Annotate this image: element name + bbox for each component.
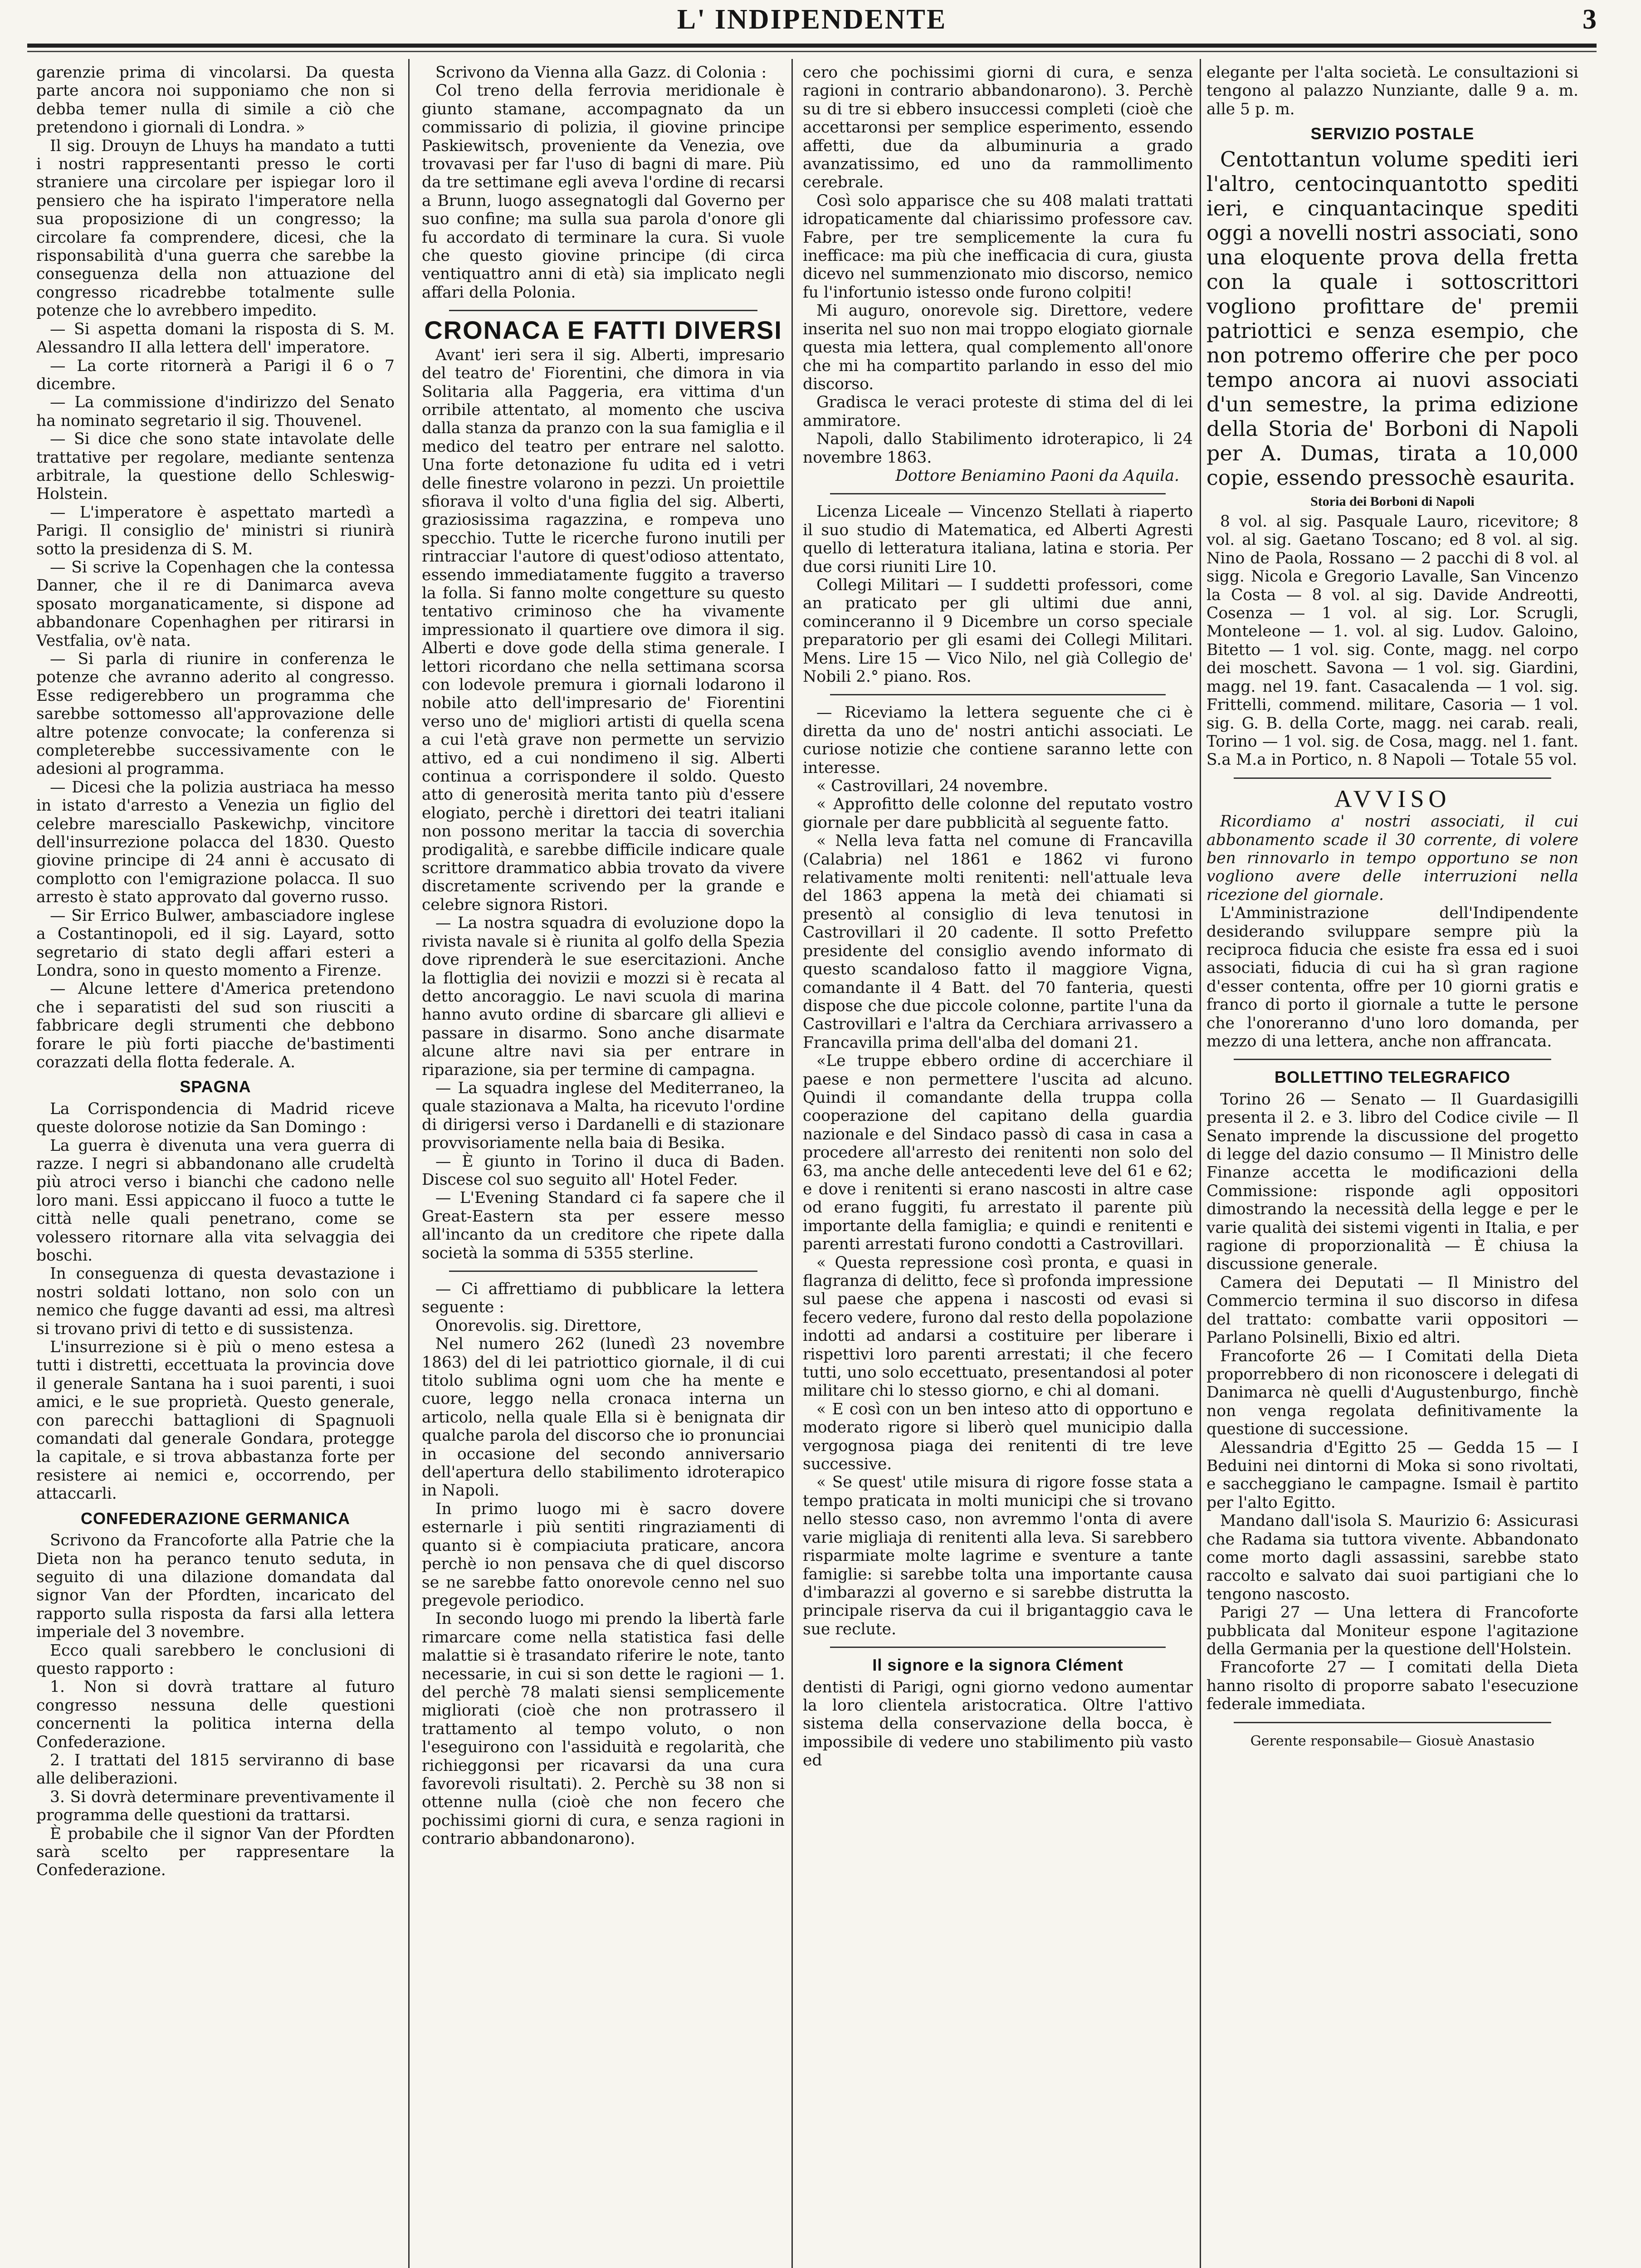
gerente-line: Gerente responsabile— Giosuè Anastasio <box>1250 1733 1535 1749</box>
ad-heading-clement: Il signore e la signora Clément <box>872 1656 1123 1675</box>
paragraph: Scrivono da Vienna alla Gazz. di Colonia : <box>435 64 767 82</box>
divider <box>1234 1059 1551 1060</box>
paragraph: Onorevolis. sig. Direttore, <box>435 1316 642 1335</box>
paragraph: — L'imperatore è aspettato martedì a Parigi. Il consiglio de' ministri si riunirà sotto la presidenza di S. M. <box>36 503 395 558</box>
paragraph: Gradisca le veraci proteste di stima del di lei ammiratore. <box>803 393 1193 430</box>
paragraph: Alessandria d'Egitto 25 — Gedda 15 — I Beduini nei dintorni di Moka si sono rivoltati, e saccheggiano le campagne. Ismail è partito per l'alto Egitto. <box>1206 1438 1578 1512</box>
paragraph: « Nella leva fatta nel comune di Francavilla (Calabria) nel 1861 e 1862 vi furono relativamente molti renitenti: nell'attuale leva del 1863 appena la metà dei chiamati si presentò al consiglio di leva tenutosi in Castrovillari il 20 cadente. Il sotto Prefetto presidente del consiglio avendo informato di questo scandaloso fatto il maggiore Vigna, comandante il 4 Batt. del 70 fanteria, questi dispose che due piccole colonne, partite l'una da Castrovillari e l'altra da Cerchiara arrivassero a Francavilla prima dell'alba del domani 21. <box>803 832 1193 1052</box>
divider <box>449 1271 757 1272</box>
paragraph: « Approfitto delle colonne del reputato vostro giornale per dare pubblicità al seguente fatto. <box>803 795 1193 832</box>
signature <box>803 467 1193 485</box>
paragraph: — La corte ritornerà a Parigi il 6 o 7 dicembre. <box>36 357 395 393</box>
newspaper-title: L' INDIPENDENTE <box>677 4 947 35</box>
paragraph: Licenza Liceale — Vincenzo Stellati à riaperto il suo studio di Matematica, ed Alberti Agresti quello di letteratura italiana, latina e storia. Per due corsi riuniti Lire 10. <box>803 503 1193 576</box>
paragraph: L'insurrezione si è più o meno estesa a tutti i distretti, eccettuata la provincia dove il generale Santana ha i suoi parenti, i suoi amici, e le sue proprietà. Questo generale, con parecchi battaglioni di Spagnuoli comandati dal generale Gondara, protegge la capitale, e si trova abbastanza forte per resistere ai nemici e, occorrendo, per attaccarli. <box>36 1338 395 1503</box>
paragraph: — Si aspetta domani la risposta di S. M. Alessandro II alla lettera dell' imperatore. <box>36 320 395 357</box>
masthead <box>27 0 1597 50</box>
paragraph: In secondo luogo mi prendo la libertà farle rimarcare come nella statistica fasi delle malattie si è trasandato riferire le note, tanto necessarie, in cui si son dette le ragioni — 1. del perchè 78 malati siensi semplicemente migliorati (cioè che non protrassero il trattamento al tempo voluto, o non l'eseguirono con l'assiduità e regolarità, che richieggonsi per ricavarsi da una cura favorevoli risultati). 2. Perchè su 38 non si ottenne nulla (cioè che non fecero che pochissimi giorni di cura, e senza ragioni in contrario abbandonarono). <box>422 1610 785 1848</box>
section-heading-avviso: AVVISO <box>1334 785 1451 812</box>
paragraph: — Ci affrettiamo di pubblicare la lettera seguente : <box>422 1280 785 1317</box>
section-heading-cronaca: CRONACA E FATTI DIVERSI <box>424 316 782 345</box>
divider <box>1234 777 1551 779</box>
paragraph: Mi auguro, onorevole sig. Direttore, vedere inserita nel suo non mai troppo elogiato giornale questa mia lettera, qual complemento all'onore che mi ha compartito parlando in esso del mio discorso. <box>803 302 1193 393</box>
paragraph: — Dicesi che la polizia austriaca ha messo in istato d'arresto a Venezia un figlio del celebre maresciallo Paskewichp, vincitore dell'insurrezione polacca del 1830. Questo giovine principe di 24 anni è accusato di complotto con l'emigrazione polacca. Il suo arresto è stato approvato dal governo russo. <box>36 778 395 907</box>
column-4 <box>1206 64 1578 2268</box>
paragraph: Così solo appariscе che su 408 malati trattati idropaticamente dal chiarissimo professore cav. Fabre, per tre semplicemente la cura fu inefficace: ma più che inefficacia di cura, giusta dicevo nel summenzionato mio discorso, nemico fu l'infortunio istesso onde furono colpiti! <box>803 191 1193 302</box>
paragraph: garenzie prima di vincolarsi. Da questa parte ancora noi supponiamo che non si debba temer nulla di simile a ciò che pretendono i giornali di Londra. » <box>36 64 395 137</box>
column-1 <box>36 64 395 2268</box>
column-3 <box>803 64 1193 2268</box>
paragraph: elegante per l'alta società. Le consultazioni si tengono al palazzo Nunziante, dalle 9 a. m. alle 5 p. m. <box>1206 64 1578 118</box>
page-number: 3 <box>1582 4 1597 35</box>
section-heading-bollettino: BOLLETTINO TELEGRAFICO <box>1275 1068 1510 1087</box>
section-heading-spagna: SPAGNA <box>180 1077 251 1096</box>
paragraph: — L'Evening Standard ci fa sapere che il Great-Eastern sta per essere messo all'incanto da un creditore che ripete dalla società la somma di 5355 sterline. <box>422 1189 785 1262</box>
paragraph: — Sir Errico Bulwer, ambasciadore inglese a Costantinopoli, ed il sig. Layard, sotto segretario di stato degli affari esteri a Londra, sono in questo momento a Firenze. <box>36 906 395 980</box>
paragraph: — È giunto in Torino il duca di Baden. Discese col suo seguito all' Hotel Feder. <box>422 1152 785 1189</box>
column-divider <box>791 59 793 2268</box>
masthead-rule <box>27 44 1597 48</box>
notice-text: Ricordiamo a' nostri associati, il cui abbonamento scade il 30 corrente, di volere ben rinnovarlo in tempo opportuno se non vogliono avere delle interruzioni nella ricezione del giornale. <box>1206 812 1578 904</box>
paragraph: « Se quest' utile misura di rigore fosse stata a tempo praticata in molti municipi che si trovano nello stesso caso, non avremmo l'onta di avere varie migliaja di renitenti alla leva. Si sarebbero risparmiate molte lagrime e sventure a tante famiglie: si sarebbe tolta una importante causa d'imbarazzi al governo e si sarebbe distrutta la principale riserva da cui il brigantaggio cava le sue reclute. <box>803 1473 1193 1638</box>
paragraph: Napoli, dallo Stabilimento idroterapico, li 24 novembre 1863. <box>803 430 1193 467</box>
paragraph: — Si scrive la Copenhagen che la contessa Danner, che il re di Danimarca aveva sposato morganaticamente, si dispone ad abbandonare Copenhaghen per ritirarsi in Vestfalia, ov'è nata. <box>36 558 395 650</box>
paragraph: La guerra è divenuta una vera guerra di razze. I negri si abbandonano alle crudeltà più atroci verso i bianchi che cadono nelle loro mani. Essi appiccano il fuoco a tutte le città nelle quali penetrano, come se volessero ritornare alla vita selvaggia dei boschi. <box>36 1136 395 1265</box>
paragraph: Parigi 27 — Una lettera di Francoforte pubblicata dal Moniteur espone l'agitazione della Germania per la questione dell'Holstein. <box>1206 1603 1578 1658</box>
paragraph: L'Amministrazione dell'Indipendente desiderando sviluppare sempre più la reciproca fiducia che esiste fra essa ed i suoi associati, fiducia di cui ha sì gran ragione d'esser contenta, offre per 10 giorni gratis e franco di porto il giornale a tutte le persone che l'onoreranno d'uno loro domanda, per mezzo di una lettera, anche non affrancata. <box>1206 904 1578 1051</box>
paragraph: dentisti di Parigi, ogni giorno vedono aumentar la loro clientela aristocratica. Oltre l'attivo sistema della conservazione della bocca, è impossibile di vedere uno stabilimento più vasto ed <box>803 1678 1193 1770</box>
paragraph: — Alcune lettere d'America pretendono che i separatisti del sud son riusciti a fabbricare degli strumenti che debbono forare le più forti piacche de'bastimenti corazzati della flotta federale. A. <box>36 980 395 1071</box>
paragraph: È probabile che il signor Van der Pfordten sarà scelto per rappresentare la Confederazione. <box>36 1824 395 1880</box>
paragraph: — La squadra inglese del Mediterraneo, la quale stazionava a Malta, ha ricevuto l'ordine di dirigersi verso i Dardanelli e di stazionare provvisoriamente nella baia di Besika. <box>422 1079 785 1153</box>
paragraph: — La commissione d'indirizzo del Senato ha nominato segretario il sig. Thouvenel. <box>36 393 395 430</box>
paragraph: Ecco quali sarebbero le conclusioni di questo rapporto : <box>36 1641 395 1678</box>
paragraph: La Corrispondencia di Madrid riceve queste dolorose notizie da San Domingo : <box>36 1100 395 1137</box>
column-2 <box>422 64 785 2268</box>
column-divider <box>1200 59 1201 2268</box>
masthead-rule-thin <box>27 51 1597 52</box>
paragraph: Il sig. Drouyn de Lhuys ha mandato a tutti i nostri rappresentanti presso le corti straniere una circolare per ispiegar loro il pensiero che ha ispirato l'imperatore nella sua proposizione di un congresso; la circolare fa comprendere, dicesi, che la risponsabilità d'una guerra che sarebbe la conseguenza della non attuazione del congresso ricadrebbe totalmente sulle potenze che lo avrebbero impedito. <box>36 137 395 320</box>
paragraph: 2. I trattati del 1815 serviranno di base alle deliberazioni. <box>36 1751 395 1788</box>
divider <box>830 1647 1166 1648</box>
paragraph: Camera dei Deputati — Il Ministro del Commercio termina il suo discorso in difesa del trattato: combatte varii oppositori — Parlano Polsinelli, Bixio ed altri. <box>1206 1273 1578 1347</box>
paragraph: Francoforte 27 — I comitati della Dieta hanno risolto di proporre sabato l'esecuzione federale immediata. <box>1206 1658 1578 1714</box>
section-heading-servizio-postale: SERVIZIO POSTALE <box>1310 124 1475 143</box>
divider <box>1234 1722 1551 1723</box>
paragraph: Col treno della ferrovia meridionale è giunto stamane, accompagnato da un commissario di polizia, il giovine principe Paskiewitsch, proveniente da Venezia, ove trovavasi per far l'uso di bagni di mare. Più da tre settimane egli aveva l'ordine di recarsi a Brunn, luogo assegnatogli dal Governo per suo confine; ma sulla sua parola d'onore gli fu accordato di terminare la cura. Si vuole che questo giovine principe (di circa ventiquattro anni di età) sia implicato negli affari della Polonia. <box>422 82 785 302</box>
paragraph: — La nostra squadra di evoluzione dopo la rivista navale si è riunita al golfo della Spezia dove riprenderà le sue esercitazioni. Anche la flottiglia dei novizii e mozzi si è recata al detto ancoraggio. Le navi scuola di marina hanno avuto ordine di sbarcare gli allievi e passare in disarmo. Sono anche disarmate alcune altre navi sia per entrare in riparazione, sia per termine di campagna. <box>422 914 785 1079</box>
paragraph: Francoforte 26 — I Comitati della Dieta proporrebbero di non riconoscere i delegati di Danimarca nè quelli d'Augustenburgo, finchè non venga regolata definitivamente la questione di successione. <box>1206 1347 1578 1439</box>
paragraph <box>1206 812 1578 904</box>
paragraph: 1. Non si dovrà trattare al futuro congresso nessuna delle questioni concernenti la politica interna della Confederazione. <box>36 1678 395 1751</box>
divider <box>830 493 1166 494</box>
paragraph: 3. Si dovrà determinare preventivamente il programma delle questioni da trattarsi. <box>36 1788 395 1825</box>
paragraph: Scrivono da Francoforte alla Patrie che la Dieta non ha peranco tenuto seduta, in seguito di una dilazione domandata dal signor Van der Pfordten, incaricato del rapporto sulla risposta da farsi alla lettera imperiale del 3 novembre. <box>36 1531 395 1642</box>
paragraph: — Si parla di riunire in conferenza le potenze che avranno aderito al congresso. Esse redigerebbero un programma che sarebbe sottomesso all'approvazione delle altre potenze convocate; la conferenza si completerebbe successivamente con le adesioni al programma. <box>36 650 395 778</box>
divider <box>449 310 757 311</box>
paragraph: — Si dice che sono state intavolate delle trattative per regolare, mediante sentenza arbitrale, la questione dello Schleswig-Holstein. <box>36 430 395 503</box>
section-subheading-storia: Storia dei Borboni di Napoli <box>1310 494 1475 509</box>
paragraph: « Castrovillari, 24 novembre. <box>816 777 1048 796</box>
paragraph: Avant' ieri sera il sig. Alberti, impresario del teatro de' Fiorentini, che dimora in via Solitaria alla Paggeria, era vittima d'un orribile attentato, al momento che usciva dalla stanza da pranzo con la sua famiglia e il medico del teatro per entrare nel salotto. Una forte detonazione fu udita ed i vetri delle finestre volarono in pezzi. Un proiettile sfiorava il volto d'una figlia del sig. Alberti, graziosissima ragazzina, e rompeva uno specchio. Tutte le ricerche furono inutili per rintracciar l'autore di quest'odioso attentato, essendo immediatamente fuggito a traverso la folla. Si fanno molte congetture su questo tentativo criminoso che ha vivamente impressionato il quartiere ove dimora il sig. Alberti e dove gode della stima generale. I lettori ricordano che nella settimana scorsa con lodevole premura i giornali lodarono il nobile atto dell'impresario de' Fiorentini verso uno de' migliori artisti di quella scena a cui l'età grave non permette un servizio attivo, ed a cui nondimeno il sig. Alberti continua a corrispondere il soldo. Questo atto di generosità merita tanto più d'essere elogiato, perchè i direttori dei teatri italiani non possono meritar la taccia di soverchia prodigalità, e sarebbe difficile indicare quale scrittore drammatico abbia trovato da vivere discretamente scrivendo per la grande e celebre signora Ristori. <box>422 346 785 914</box>
paragraph: Nel numero 262 (lunedì 23 novembre 1863) del di lei patriottico giornale, il di cui titolo sublima ogni uom che ha mente e cuore, leggo nella cronaca interna un articolo, nella quale Ella si è benignata dir qualche parola del discorso che io pronunciai in occasione del secondo anniversario dell'apertura dello stabilimento idroterapico in Napoli. <box>422 1335 785 1500</box>
paragraph: « Questa repressione così pronta, e quasi in flagranza di delitto, fece sì profonda impressione sul paese che appena i nascosti od evasi si fecero vedere, furono dal resto della popolazione indotti ad andarsi a costituire per liberare i rispettivi loro parenti arrestati; il che fecero tutti, uno solo eccettuato, presentandosi al poter militare chi lo stesso giorno, e chi al domani. <box>803 1253 1193 1400</box>
paragraph: Collegi Militari — I suddetti professori, come an praticato per gli ultimi due anni, cominceranno il 9 Dicembre un corso speciale preparatorio per gli esami dei Collegi Militari. Mens. Lire 15 — Vico Nilo, nel già Collegio de' Nobili 2.° piano. Ros. <box>803 576 1193 686</box>
column-divider <box>408 59 410 2268</box>
paragraph: In conseguenza di questa devastazione i nostri soldati lottano, non solo con un nemico che fugge davanti ad essi, ma altresì si trovano privi di tetto e di sussistenza. <box>36 1265 395 1338</box>
paragraph: «Le truppe ebbero ordine di accerchiare il paese e non permettere l'uscita ad alcuno. Quindi il comandante della truppa colla cooperazione del capitano della guardia nazionale e del Sindaco passò di casa in casa a procedere all'arresto dei renitenti non solo del 63, ma anche delle antecedenti leve del 61 e 62; e dove i renitenti si erano nascosti in altre case od erano fuggiti, fu arrestato il parente più importante della famiglia; e quindi e renitenti e parenti arrestati furono condotti a Castrovillari. <box>803 1052 1193 1254</box>
paragraph: Mandano dall'isola S. Maurizio 6: Assicurasi che Radama sia tuttora vivente. Abbandonato come morto dagli assassini, sarebbe stato raccolto e salvato dai suoi partigiani che lo tengono nascosto. <box>1206 1512 1578 1603</box>
paragraph: Torino 26 — Senato — Il Guardasigilli presenta il 2. e 3. libro del Codice civile — Il Senato imprende la discussione del progetto di legge del dazio consumo — Il Ministro delle Finanze accetta le modificazioni della Commissione: risponde agli oppositori dimostrando la necessità della legge e per le varie qualità dei sistemi vigenti in Italia, e per ragione di proporzionalità — È chiusa la discussione generale. <box>1206 1090 1578 1274</box>
divider <box>830 694 1166 695</box>
paragraph: — Riceviamo la lettera seguente che ci è diretta da uno de' nostri antichi associati. Le curiose notizie che contiene saranno lette con interesse. <box>803 704 1193 777</box>
paragraph: 8 vol. al sig. Pasquale Lauro, ricevitore; 8 vol. al sig. Gaetano Toscano; ed 8 vol. al sig. Nino de Paola, Rossano — 2 pacchi di 8 vol. al sigg. Nicola e Gregorio Lavalle, San Vincenzo la Costa — 8 vol. al sig. Davide Andreotti, Cosenza — 1 vol. al sig. Lor. Scrugli, Monteleone — 1. vol. al sig. Ludov. Galoino, Bitetto — 1 vol. sig. Conte, magg. nel corpo dei moschett. Savona — 1 vol. sig. Giardini, magg. nel 19. fant. Casacalenda — 1 vol. sig. Frittelli, commend. militare, Casoria — 1 vol. sig. G. B. della Corte, magg. nei carab. reali, Torino — 1 vol. sig. de Cosa, magg. nel 1. fant. S.a M.a in Portico, n. 8 Napoli — Totale 55 vol. <box>1206 513 1578 769</box>
section-heading-confederazione: CONFEDERAZIONE GERMANICA <box>80 1509 350 1528</box>
signature-text: Dottore Beniamino Paoni da Aquila. <box>895 466 1179 485</box>
paragraph: cero che pochissimi giorni di cura, e senza ragioni in contrario abbandonarono). 3. Perchè su di tre si ebbero insuccessi completi (cioè che accettaronsi per semplice esperimento, essendo affetti, due da albuminuria a grado avanzatissimo, ed uno da rammollimento cerebrale. <box>803 64 1193 192</box>
paragraph: Centottantun volume spediti ieri l'altro, centocinquantotto spediti ieri, e cinquantacinque spediti oggi a novelli nostri associati, sono una eloquente prova della fretta con la quale i sottoscrittori vogliono profittare de' premii patriottici e senza esempio, che non potremo offerire che per poco tempo ancora ai nuovi associati d'un semestre, la prima edizione della Storia de' Borboni di Napoli per A. Dumas, tirata a 10,000 copie, essendo pressochè esaurita. <box>1206 147 1578 490</box>
paragraph: In primo luogo mi è sacro dovere esternarle i più sentiti ringraziamenti di quanto si è compiaciuta praticare, ancora perchè io non pensava che di quel discorso se ne sarebbe fatto onorevole cenno nel suo pregevole periodico. <box>422 1500 785 1610</box>
paragraph: « E così con un ben inteso atto di opportuno e moderato rigore si liberò quel municipio dalla vergognosa piaga dei renitenti di tre leve successive. <box>803 1400 1193 1474</box>
